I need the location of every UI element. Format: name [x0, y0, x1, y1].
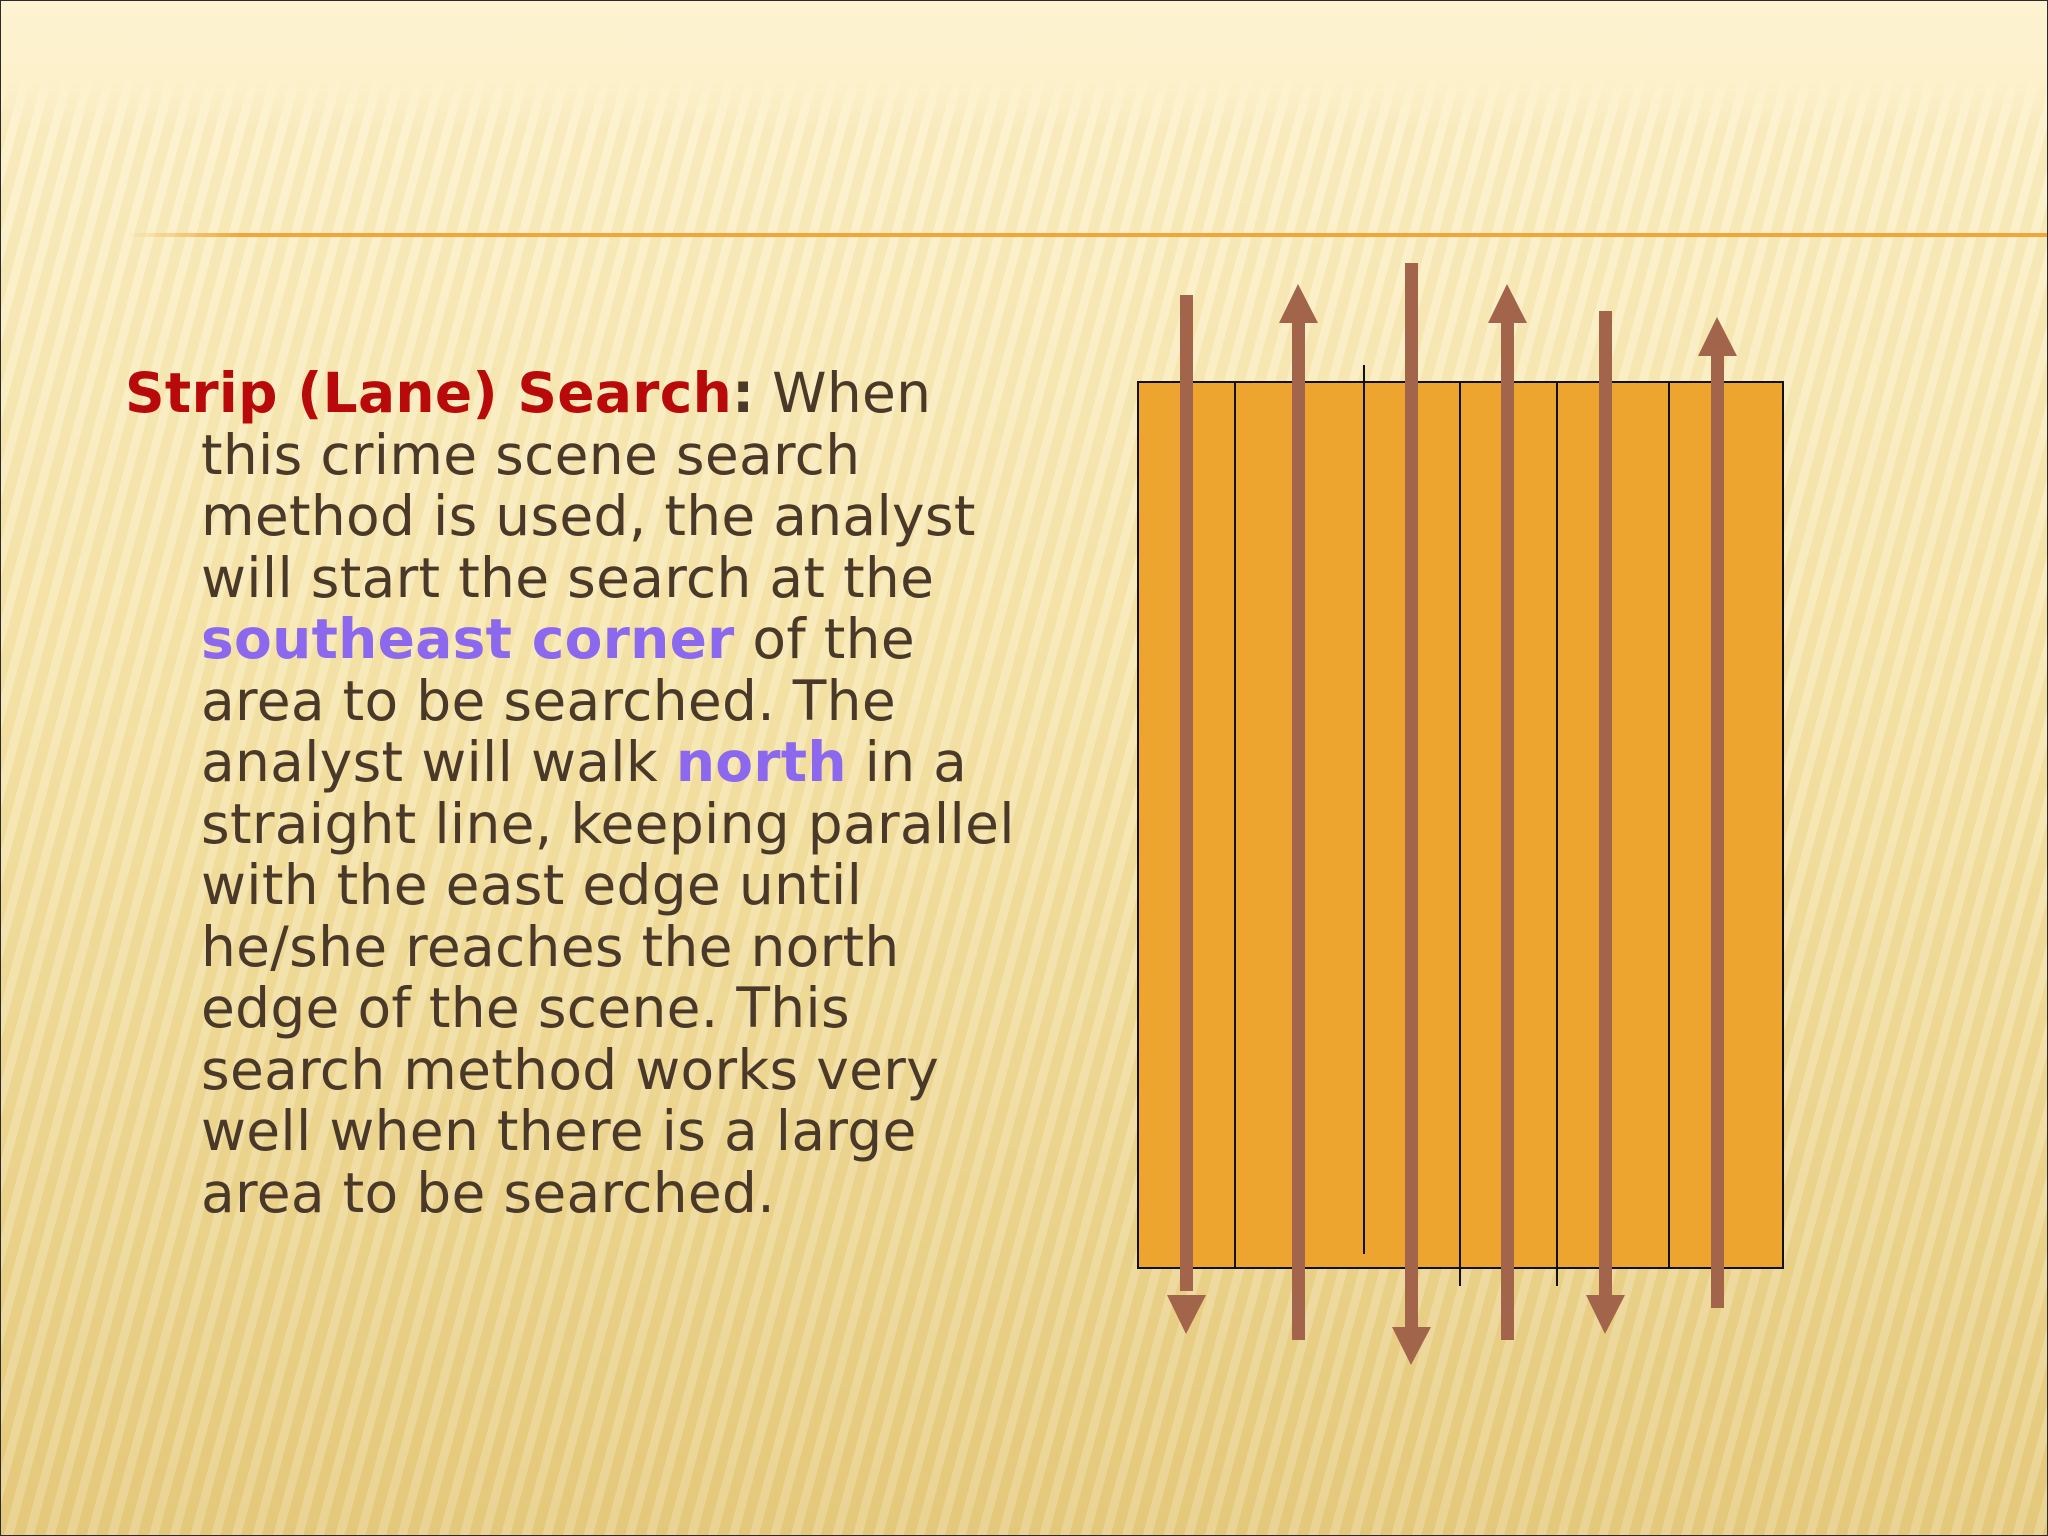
strip-search-diagram — [1, 1, 2048, 1536]
term-heading: Strip (Lane) Search — [125, 361, 733, 425]
body-text-part-2: of the area to be searched. The analyst will walk — [201, 607, 915, 794]
body-text-part-3: in a straight line, keeping parallel with the east edge until he/she reaches the north edge of the scene. This search method works very well when there is a large area to be searched. — [201, 730, 1015, 1225]
highlight-north: north — [675, 730, 847, 794]
term-colon: : — [732, 361, 755, 425]
body-text-part-1: When this crime scene search method is used, the analyst will start the search at the — [201, 361, 976, 610]
highlight-southeast-corner: southeast corner — [201, 607, 735, 671]
